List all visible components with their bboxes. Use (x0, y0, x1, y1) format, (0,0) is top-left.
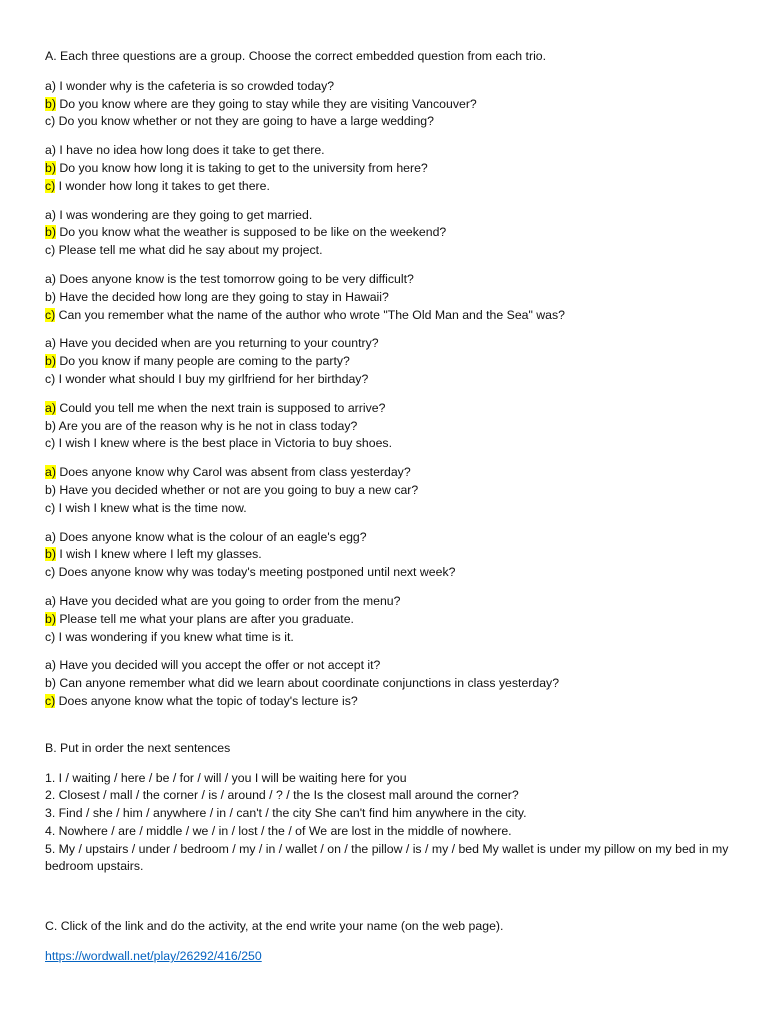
ordering-item: 3. Find / she / him / anywhere / in / can't / the city She can't find him anywhere in the city. (45, 806, 527, 821)
option-text: Have you decided when are you returning to your country? (55, 336, 379, 351)
option-text: Do you know where are they going to stay while they are visiting Vancouver? (55, 96, 477, 111)
question-option (45, 335, 735, 353)
question-option (45, 178, 735, 196)
activity-link[interactable]: https://wordwall.net/play/26292/416/250 (45, 949, 262, 964)
highlighted-option-label: b) (45, 547, 56, 562)
option-text: Does anyone know what the topic of today's lecture is? (55, 693, 358, 708)
question-groups (45, 78, 735, 711)
highlighted-option-label: b) (45, 611, 56, 626)
option-text: Does anyone know why was today's meeting postponed until next week? (55, 565, 456, 580)
option-label: c) (45, 629, 56, 644)
question-group (45, 335, 735, 388)
question-option (45, 113, 735, 131)
option-text: Have you decided what are you going to order from the menu? (55, 593, 401, 608)
question-group (45, 271, 735, 324)
question-option (45, 224, 735, 242)
question-option (45, 78, 735, 96)
question-option (45, 353, 735, 371)
option-label: c) (45, 243, 56, 258)
highlighted-option-label: a) (45, 400, 56, 415)
option-text: I have no idea how long does it take to get there. (55, 143, 325, 158)
question-option (45, 611, 735, 629)
ordering-item: 5. My / upstairs / under / bedroom / my / in / wallet / on / the pillow / is / my / bed My wallet is under my pillow on my bed in my bedroom upstairs. (45, 841, 729, 874)
question-option (45, 400, 735, 418)
highlighted-option-label: b) (45, 96, 56, 111)
highlighted-option-label: c) (45, 307, 56, 322)
worksheet-page (45, 48, 735, 966)
question-option (45, 207, 735, 225)
option-label: c) (45, 114, 56, 129)
option-label: b) (45, 418, 56, 433)
ordering-item: 1. I / waiting / here / be / for / will / you I will be waiting here for you (45, 770, 407, 785)
question-option (45, 500, 735, 518)
option-text: Does anyone know why Carol was absent from class yesterday? (55, 465, 411, 480)
question-option (45, 564, 735, 582)
option-text: I was wondering are they going to get married. (55, 207, 313, 222)
question-option (45, 629, 735, 647)
option-text: Do you know if many people are coming to the party? (55, 354, 350, 369)
question-option (45, 160, 735, 178)
option-label: a) (45, 529, 56, 544)
option-text: Can you remember what the name of the author who wrote "The Old Man and the Sea" was? (55, 307, 566, 322)
question-group (45, 400, 735, 453)
option-label: b) (45, 289, 56, 304)
question-option (45, 242, 735, 260)
option-text: I wonder how long it takes to get there. (55, 178, 270, 193)
option-text: Does anyone know is the test tomorrow going to be very difficult? (55, 271, 414, 286)
question-group (45, 78, 735, 131)
option-text: I wish I knew where is the best place in Victoria to buy shoes. (55, 436, 392, 451)
question-option (45, 464, 735, 482)
option-label: a) (45, 143, 56, 158)
option-label: a) (45, 78, 56, 93)
option-text: I was wondering if you knew what time is it. (55, 629, 294, 644)
option-text: Have you decided whether or not are you going to buy a new car? (55, 482, 419, 497)
question-group (45, 593, 735, 646)
option-text: Do you know how long it is taking to get to the university from here? (55, 160, 428, 175)
question-option (45, 271, 735, 289)
option-text: Please tell me what your plans are after you graduate. (55, 611, 354, 626)
option-label: c) (45, 565, 56, 580)
option-label: c) (45, 371, 56, 386)
ordering-item: 4. Nowhere / are / middle / we / in / lost / the / of We are lost in the middle of nowhere. (45, 823, 512, 838)
question-group (45, 207, 735, 260)
option-label: a) (45, 336, 56, 351)
option-text: Can anyone remember what did we learn about coordinate conjunctions in class yesterday? (55, 676, 560, 691)
option-label: b) (45, 482, 56, 497)
question-option (45, 435, 735, 453)
option-text: Do you know what the weather is supposed to be like on the weekend? (55, 225, 447, 240)
option-text: Do you know whether or not they are going to have a large wedding? (55, 114, 434, 129)
option-text: Have you decided will you accept the offer or not accept it? (55, 658, 381, 673)
option-label: a) (45, 207, 56, 222)
section-b-heading: B. Put in order the next sentences (45, 740, 231, 755)
option-text: Are you are of the reason why is he not in class today? (55, 418, 358, 433)
option-text: I wish I knew what is the time now. (55, 500, 247, 515)
question-group (45, 657, 735, 710)
section-c-heading: C. Click of the link and do the activity, at the end write your name (on the web page). (45, 919, 504, 934)
question-group (45, 142, 735, 195)
highlighted-option-label: b) (45, 160, 56, 175)
option-text: I wonder what should I buy my girlfriend for her birthday? (55, 371, 369, 386)
highlighted-option-label: a) (45, 465, 56, 480)
option-text: Could you tell me when the next train is supposed to arrive? (55, 400, 386, 415)
option-text: Have the decided how long are they going to stay in Hawaii? (55, 289, 389, 304)
ordering-item: 2. Closest / mall / the corner / is / around / ? / the Is the closest mall around the corner? (45, 788, 519, 803)
option-label: a) (45, 271, 56, 286)
question-group (45, 464, 735, 517)
option-text: I wish I knew where I left my glasses. (55, 547, 262, 562)
question-option (45, 371, 735, 389)
option-label: a) (45, 593, 56, 608)
question-option (45, 546, 735, 564)
option-label: b) (45, 676, 56, 691)
activity-link-line (45, 948, 735, 966)
question-option (45, 482, 735, 500)
highlighted-option-label: b) (45, 354, 56, 369)
question-option (45, 418, 735, 436)
option-text: Does anyone know what is the colour of an eagle's egg? (55, 529, 367, 544)
option-text: Please tell me what did he say about my project. (55, 243, 323, 258)
option-label: c) (45, 436, 56, 451)
highlighted-option-label: c) (45, 178, 56, 193)
question-option (45, 593, 735, 611)
question-option (45, 657, 735, 675)
question-option (45, 289, 735, 307)
option-label: a) (45, 658, 56, 673)
ordering-list (45, 770, 735, 877)
question-option (45, 96, 735, 114)
option-label: c) (45, 500, 56, 515)
section-a-heading: A. Each three questions are a group. Choose the correct embedded question from each trio. (45, 49, 547, 63)
highlighted-option-label: b) (45, 225, 56, 240)
option-text: I wonder why is the cafeteria is so crowded today? (55, 78, 335, 93)
question-option (45, 529, 735, 547)
question-option (45, 675, 735, 693)
question-option (45, 693, 735, 711)
question-option (45, 142, 735, 160)
question-option (45, 307, 735, 325)
highlighted-option-label: c) (45, 693, 56, 708)
question-group (45, 529, 735, 582)
